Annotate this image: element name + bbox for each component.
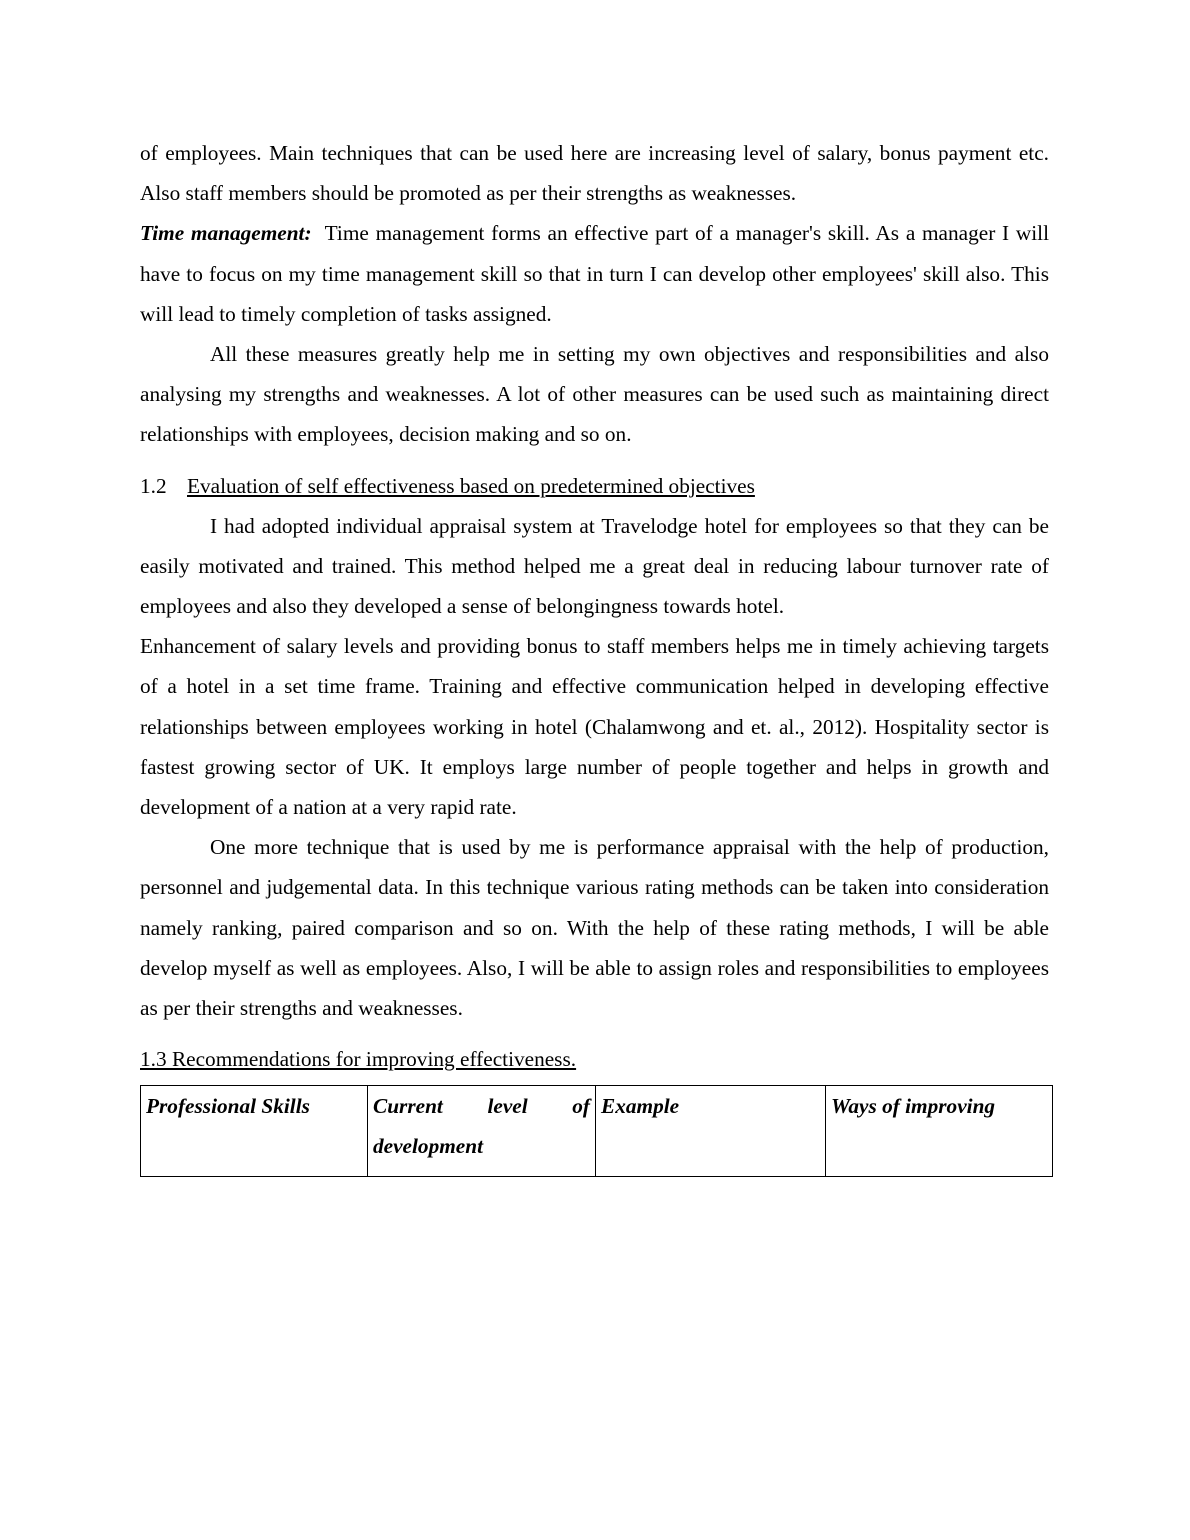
header-current-level: Current level of development bbox=[368, 1086, 596, 1177]
header-ways-of-improving: Ways of improving bbox=[826, 1086, 1053, 1177]
paragraph-appraisal-system: I had adopted individual appraisal system at Travelodge hotel for employees so that they can be easily motivated and trained. This method helped me a great deal in reducing labour turnover rate of employees and also they developed a sense of belongingness towards hotel. bbox=[140, 513, 1049, 619]
section-title: Evaluation of self effectiveness based on predetermined objectives bbox=[187, 473, 755, 498]
document-page bbox=[140, 133, 1049, 1177]
section-heading-1-2 bbox=[140, 466, 1049, 506]
paragraph-salary-enhancement: Enhancement of salary levels and providing bonus to staff members helps me in timely achieving targets of a hotel in a set time frame. Training and effective communication helped in developing effective relationships between employees working in hotel (Chalamwong and et. al., 2012). Hospitality sector is fastest growing sector of UK. It employs large number of people together and helps in growth and development of a nation at a very rapid rate. bbox=[140, 634, 1049, 820]
paragraph-measures: All these measures greatly help me in setting my own objectives and responsibilities and also analysing my strengths and weaknesses. A lot of other measures can be used such as maintaining direct relationships with employees, decision making and so on. bbox=[140, 342, 1049, 447]
table-header-row bbox=[141, 1086, 1053, 1177]
paragraph-performance-appraisal: One more technique that is used by me is performance appraisal with the help of production, personnel and judgemental data. In this technique various rating methods can be taken into consideration namely ranking, paired comparison and so on. With the help of these rating methods, I will be able develop myself as well as employees. Also, I will be able to assign roles and responsibilities to employees as per their strengths and weaknesses. bbox=[140, 835, 1049, 1021]
time-management-label: Time management: bbox=[140, 221, 312, 246]
time-management-text: Time management forms an effective part of a manager's skill. As a manager I will have to focus on my time management skill so that in turn I can develop other employees' skill also. This will lead to timely completion of tasks assigned. bbox=[140, 221, 1049, 326]
section-number: 1.2 bbox=[140, 473, 167, 498]
header-professional-skills: Professional Skills bbox=[141, 1086, 368, 1177]
paragraph-time-management bbox=[140, 213, 1049, 334]
paragraph-employees-techniques: of employees. Main techniques that can be used here are increasing level of salary, bonus payment etc. Also staff members should be promoted as per their strengths as weaknesses. bbox=[140, 141, 1049, 206]
recommendations-table bbox=[140, 1085, 1053, 1177]
section-heading-1-3: 1.3 Recommendations for improving effectiveness. bbox=[140, 1047, 577, 1072]
header-example: Example bbox=[596, 1086, 826, 1177]
